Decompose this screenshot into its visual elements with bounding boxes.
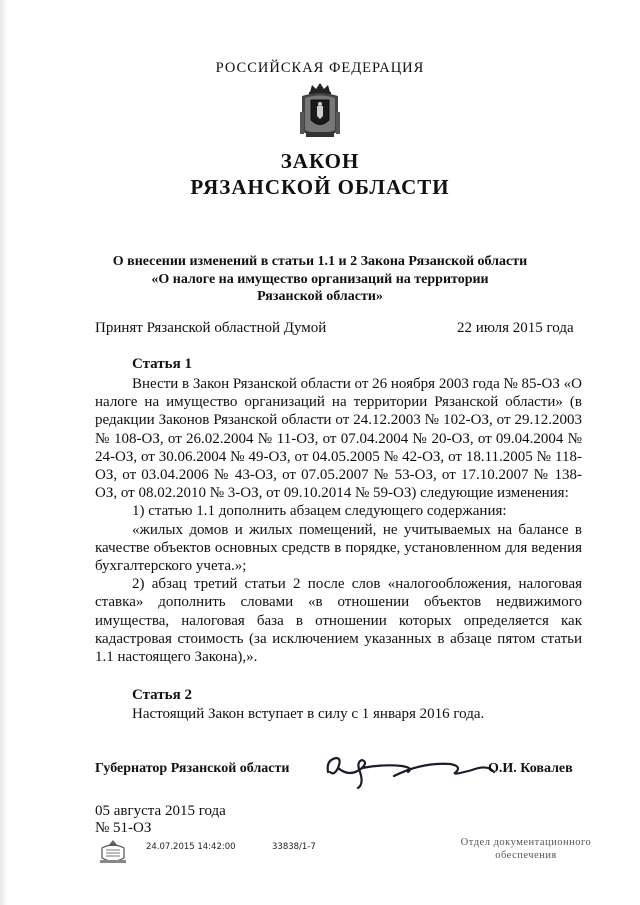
law-subject	[0, 253, 640, 306]
coat-of-arms-icon	[298, 82, 342, 140]
article1-item2: 2) абзац третий статьи 2 после слов «налогообложения, налоговая ставка» дополнить словами «в отношении объектов недвижимого имущества, налоговая база в отношении которых определяется как кадастровая стоимость (за исключением указанных в абзаце пятом статьи 1.1 настоящего Закона),».	[95, 576, 582, 666]
department-stamp-line2: обеспечения	[495, 850, 557, 861]
article2-text: Настоящий Закон вступает в силу с 1 января 2016 года.	[132, 706, 485, 722]
scan-edge	[0, 0, 8, 905]
law-number: № 51-ОЗ	[95, 820, 152, 836]
article1-body	[95, 375, 582, 666]
subject-line2: «О налоге на имущество организаций на территории	[151, 271, 489, 287]
subject-line1: О внесении изменений в статьи 1.1 и 2 Закона Рязанской области	[112, 254, 528, 269]
governor-name: О.И. Ковалев	[488, 761, 573, 776]
law-title-line1: ЗАКОН	[280, 149, 360, 173]
governor-title: Губернатор Рязанской области	[95, 761, 290, 776]
country-heading: РОССИЙСКАЯ ФЕДЕРАЦИЯ	[215, 60, 425, 76]
adopted-by: Принят Рязанской областной Думой	[95, 320, 327, 336]
subject-line3: Рязанской области»	[257, 289, 383, 304]
department-stamp-line1: Отдел документационного	[460, 837, 592, 848]
signed-date: 05 августа 2015 года	[95, 803, 226, 819]
article1-heading: Статья 1	[132, 356, 192, 372]
law-title	[0, 148, 640, 200]
registration-timestamp: 24.07.2015 14:42:00	[146, 842, 236, 852]
article2-heading: Статья 2	[132, 687, 192, 703]
adopted-date: 22 июля 2015 года	[457, 320, 574, 336]
department-stamp	[446, 836, 606, 862]
law-title-line2: РЯЗАНСКОЙ ОБЛАСТИ	[190, 175, 450, 199]
registry-emblem-icon	[98, 838, 128, 864]
handwritten-signature	[322, 742, 512, 790]
article1-item1: 1) статью 1.1 дополнить абзацем следующего содержания:	[132, 503, 507, 520]
article1-intro: Внести в Закон Рязанской области от 26 ноября 2003 года № 85-ОЗ «О налоге на имущество организаций на территории Рязанской области» (в редакции Законов Рязанской области от 24.12.2003 № 102-ОЗ, от 29.12.2003 № 108-ОЗ, от 26.02.2004 № 11-ОЗ, от 07.04.2004 № 20-ОЗ, от 09.04.2004 № 24-ОЗ, от 30.06.2004 № 49-ОЗ, от 04.05.2005 № 42-ОЗ, от 18.11.2005 № 118-ОЗ, от 03.04.2006 № 43-ОЗ, от 07.05.2007 № 53-ОЗ, от 17.10.2007 № 138-ОЗ, от 08.02.2010 № 3-ОЗ, от 09.10.2014 № 59-ОЗ) следующие изменения:	[95, 376, 582, 502]
registration-code: 33838/1-7	[272, 842, 316, 852]
article1-item1-quote: «жилых домов и жилых помещений, не учитываемых на балансе в качестве объектов основных средств в порядке, установленном для ведения бухгалтерского учета.»;	[95, 521, 582, 575]
